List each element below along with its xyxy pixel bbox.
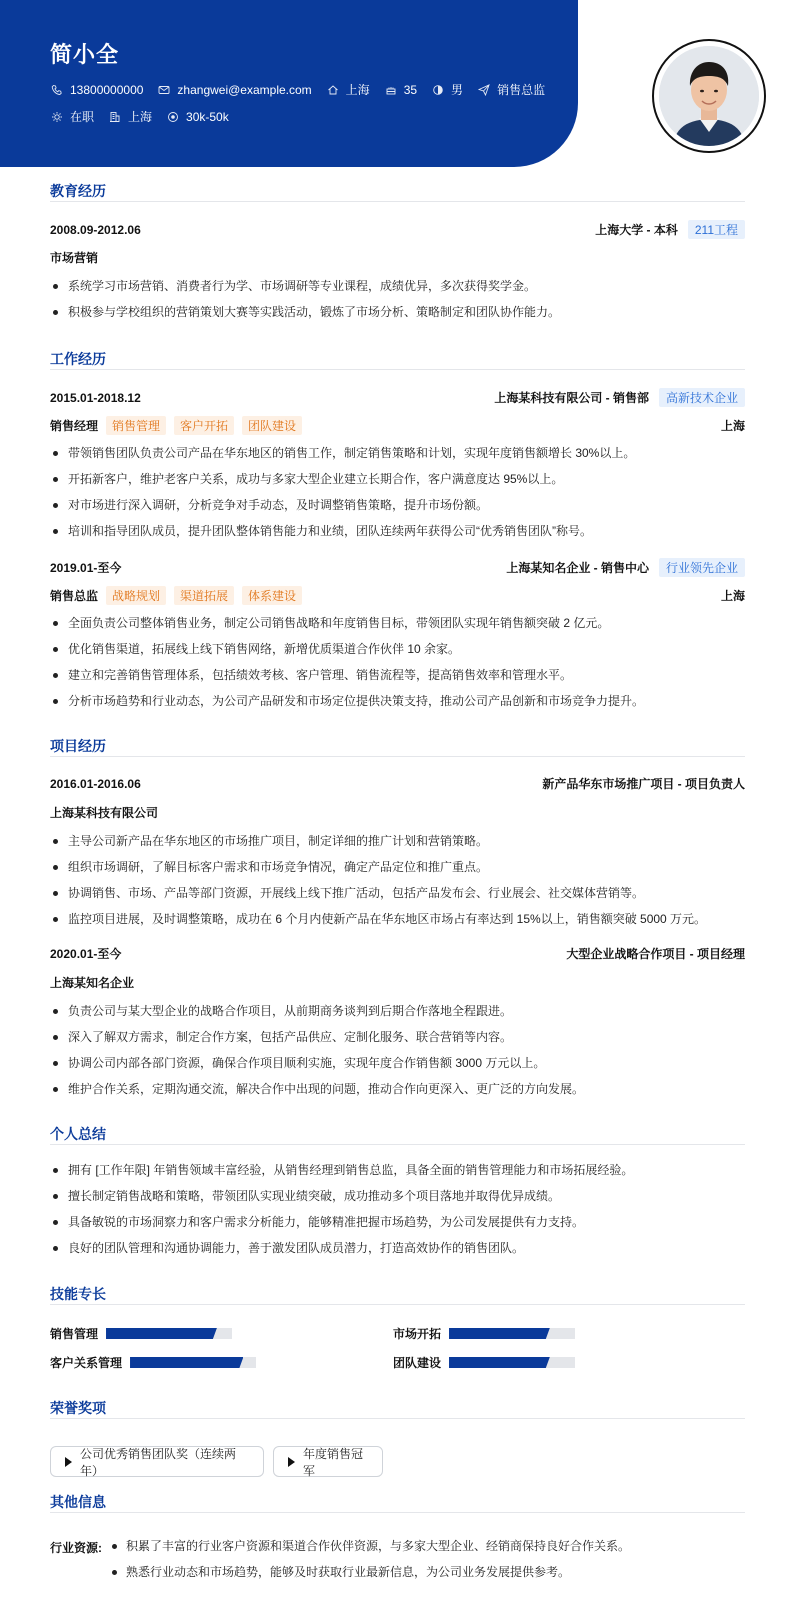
divider — [50, 1512, 745, 1513]
email-info — [157, 83, 311, 97]
salary-icon — [166, 110, 180, 124]
list-item: 优化销售渠道，拓展线上线下销售网络，新增优质渠道合作伙伴 10 余家。 — [50, 642, 745, 668]
phone-icon — [50, 83, 64, 97]
work-location: 上海 — [720, 419, 745, 433]
list-item: 建立和完善销售管理体系，包括绩效考核、客户管理、销售流程等，提高销售效率和管理水平。 — [50, 668, 745, 694]
skill-bar-fill — [106, 1328, 217, 1339]
project-title: 项目经历 — [50, 738, 106, 754]
education-bullets — [50, 279, 745, 331]
work-company: 上海某知名企业 - 销售中心 — [506, 561, 649, 575]
project-name: 大型企业战略合作项目 - 项目经理 — [566, 947, 745, 961]
skill-tag: 团队建设 — [242, 416, 302, 435]
gender-icon — [431, 83, 445, 97]
project-period: 2020.01-至今 — [50, 947, 122, 961]
list-item: 擅长制定销售战略和策略，带领团队实现业绩突破，成功推动多个项目落地并取得优异成绩。 — [50, 1189, 745, 1215]
awards-title: 荣誉奖项 — [50, 1400, 106, 1416]
work-company: 上海某科技有限公司 - 销售部 — [494, 391, 649, 405]
skill-bar — [449, 1357, 575, 1368]
list-item: 带领销售团队负责公司产品在华东地区的销售工作，制定销售策略和计划，实现年度销售额增长 30%以上。 — [50, 446, 745, 472]
education-header — [50, 220, 745, 239]
project-0-company-row — [50, 804, 745, 821]
award-chip — [50, 1446, 264, 1477]
list-item: 积极参与学校组织的营销策划大赛等实践活动，锻炼了市场分析、策略制定和团队协作能力。 — [50, 305, 745, 331]
project-company: 上海某科技有限公司 — [50, 806, 159, 820]
skill-tag: 战略规划 — [106, 586, 166, 605]
home-icon — [326, 83, 340, 97]
job-title-info — [477, 81, 545, 98]
list-item: 协调销售、市场、产品等部门资源，开展线上线下推广活动，包括产品发布会、行业展会、社交媒体营销等。 — [50, 886, 745, 912]
phone-info — [50, 83, 143, 97]
project-1-header — [50, 945, 745, 962]
avatar — [659, 46, 759, 146]
resume-header — [0, 0, 578, 167]
contact-row — [50, 81, 559, 98]
education-period: 2008.09-2012.06 — [50, 222, 141, 237]
award-label: 公司优秀销售团队奖（连续两年） — [80, 1446, 237, 1478]
work-1-header — [50, 558, 745, 577]
list-item: 具备敏锐的市场洞察力和客户需求分析能力，能够精准把握市场趋势，为公司发展提供有力支持。 — [50, 1215, 745, 1241]
list-item: 熟悉行业动态和市场趋势，能够及时获取行业最新信息，为公司业务发展提供参考。 — [110, 1565, 750, 1591]
project-1-bullets — [50, 1004, 745, 1108]
email-text: zhangwei@example.com — [177, 82, 312, 97]
other-title: 其他信息 — [50, 1494, 106, 1510]
work-role: 销售经理 — [50, 419, 99, 433]
skill-name: 团队建设 — [393, 1356, 442, 1370]
list-item: 主导公司新产品在华东地区的市场推广项目，制定详细的推广计划和营销策略。 — [50, 834, 745, 860]
work-1-role-row — [50, 586, 745, 605]
project-1-company-row — [50, 974, 745, 991]
age-icon — [384, 83, 398, 97]
work-0-header — [50, 388, 745, 407]
age-info — [384, 83, 417, 97]
skill-bar-fill — [130, 1357, 243, 1368]
list-item: 拥有 [工作年限] 年销售领域丰富经验，从销售经理到销售总监，具备全面的销售管理能力和市场拓展经验。 — [50, 1163, 745, 1189]
candidate-name: 简小全 — [50, 42, 120, 67]
divider — [50, 756, 745, 757]
skill-bar — [106, 1328, 232, 1339]
list-item: 协调公司内部各部门资源，确保合作项目顺利实施，实现年度合作销售额 3000 万元以上。 — [50, 1056, 745, 1082]
summary-title: 个人总结 — [50, 1126, 106, 1142]
gender-text: 男 — [451, 83, 464, 97]
divider — [50, 1304, 745, 1305]
work-location: 上海 — [720, 589, 745, 603]
project-period: 2016.01-2016.06 — [50, 776, 141, 791]
work-1-bullets — [50, 616, 745, 720]
skill-market-expansion — [393, 1325, 575, 1342]
education-major-row — [50, 249, 745, 266]
work-period: 2015.01-2018.12 — [50, 390, 141, 405]
gender-info — [431, 81, 463, 98]
work-0-role-row — [50, 416, 745, 435]
summary-bullets — [50, 1163, 745, 1267]
skill-name: 市场开拓 — [393, 1327, 442, 1341]
skill-bar-fill — [449, 1357, 550, 1368]
avatar-frame — [652, 39, 766, 153]
list-item: 培训和指导团队成员，提升团队整体销售能力和业绩，团队连续两年获得公司“优秀销售团队”称号。 — [50, 524, 745, 550]
work-title: 工作经历 — [50, 351, 106, 367]
list-item: 深入了解双方需求，制定合作方案，包括产品供应、定制化服务、联合营销等内容。 — [50, 1030, 745, 1056]
status-info — [50, 108, 94, 125]
city-info — [108, 108, 152, 125]
play-icon — [65, 1457, 72, 1467]
job-title-text: 销售总监 — [497, 83, 546, 97]
other-list — [110, 1539, 750, 1591]
skill-name: 客户关系管理 — [50, 1356, 123, 1370]
mail-icon — [157, 83, 171, 97]
salary-text: 30k-50k — [186, 109, 229, 124]
skill-bar-fill — [449, 1328, 550, 1339]
salary-info — [166, 110, 229, 124]
other-label: 行业资源: — [50, 1541, 102, 1555]
work-0-bullets — [50, 446, 745, 550]
company-tag: 高新技术企业 — [659, 388, 745, 407]
divider — [50, 201, 745, 202]
education-major: 市场营销 — [50, 251, 99, 265]
hometown-info — [326, 81, 370, 98]
award-label: 年度销售冠军 — [303, 1446, 364, 1478]
divider — [50, 1144, 745, 1145]
project-0-header — [50, 775, 745, 792]
skill-crm — [50, 1354, 256, 1371]
education-school: 上海大学 - 本科 — [595, 223, 678, 237]
age-text: 35 — [403, 82, 418, 97]
skill-bar — [130, 1357, 256, 1368]
status-text: 在职 — [70, 110, 95, 124]
list-item: 维护合作关系，定期沟通交流，解决合作中出现的问题，推动合作向更深入、更广泛的方向发展。 — [50, 1082, 745, 1108]
list-item: 开拓新客户，维护老客户关系，成功与多家大型企业建立长期合作，客户满意度达 95%以上。 — [50, 472, 745, 498]
list-item: 组织市场调研，了解目标客户需求和市场竞争情况，确定产品定位和推广重点。 — [50, 860, 745, 886]
send-icon — [477, 83, 491, 97]
city-text: 上海 — [128, 110, 153, 124]
project-name: 新产品华东市场推广项目 - 项目负责人 — [542, 777, 745, 791]
building-icon — [108, 110, 122, 124]
phone-text: 13800000000 — [70, 82, 144, 97]
skill-tag: 渠道拓展 — [174, 586, 234, 605]
skill-team-building — [393, 1354, 575, 1371]
skill-bar — [449, 1328, 575, 1339]
list-item: 分析市场趋势和行业动态，为公司产品研发和市场定位提供决策支持，推动公司产品创新和市场竞争力提升。 — [50, 694, 745, 720]
company-tag: 行业领先企业 — [659, 558, 745, 577]
work-period: 2019.01-至今 — [50, 561, 122, 575]
status-icon — [50, 110, 64, 124]
list-item: 系统学习市场营销、消费者行为学、市场调研等专业课程，成绩优异，多次获得奖学金。 — [50, 279, 745, 305]
skill-name: 销售管理 — [50, 1327, 99, 1341]
divider — [50, 1418, 745, 1419]
project-company: 上海某知名企业 — [50, 976, 135, 990]
project-0-bullets — [50, 834, 745, 938]
list-item: 对市场进行深入调研，分析竞争对手动态，及时调整销售策略，提升市场份额。 — [50, 498, 745, 524]
list-item: 负责公司与某大型企业的战略合作项目，从前期商务谈判到后期合作落地全程跟进。 — [50, 1004, 745, 1030]
skill-tag: 体系建设 — [242, 586, 302, 605]
skill-tag: 客户开拓 — [174, 416, 234, 435]
list-item: 积累了丰富的行业客户资源和渠道合作伙伴资源，与多家大型企业、经销商保持良好合作关系。 — [110, 1539, 750, 1565]
divider — [50, 369, 745, 370]
skill-sales-management — [50, 1325, 232, 1342]
play-icon — [288, 1457, 295, 1467]
list-item: 监控项目进展，及时调整策略，成功在 6 个月内使新产品在华东地区市场占有率达到 15%以上，销售额突破 5000 万元。 — [50, 912, 745, 938]
skill-tag: 销售管理 — [106, 416, 166, 435]
hometown-text: 上海 — [345, 83, 370, 97]
list-item: 全面负责公司整体销售业务，制定公司销售战略和年度销售目标，带领团队实现年销售额突破 2 亿元。 — [50, 616, 745, 642]
education-tag: 211工程 — [688, 220, 745, 239]
status-row — [50, 108, 243, 125]
list-item: 良好的团队管理和沟通协调能力，善于激发团队成员潜力，打造高效协作的销售团队。 — [50, 1241, 745, 1267]
skills-title: 技能专长 — [50, 1286, 106, 1302]
award-chip — [273, 1446, 383, 1477]
work-role: 销售总监 — [50, 589, 99, 603]
education-title: 教育经历 — [50, 183, 106, 199]
